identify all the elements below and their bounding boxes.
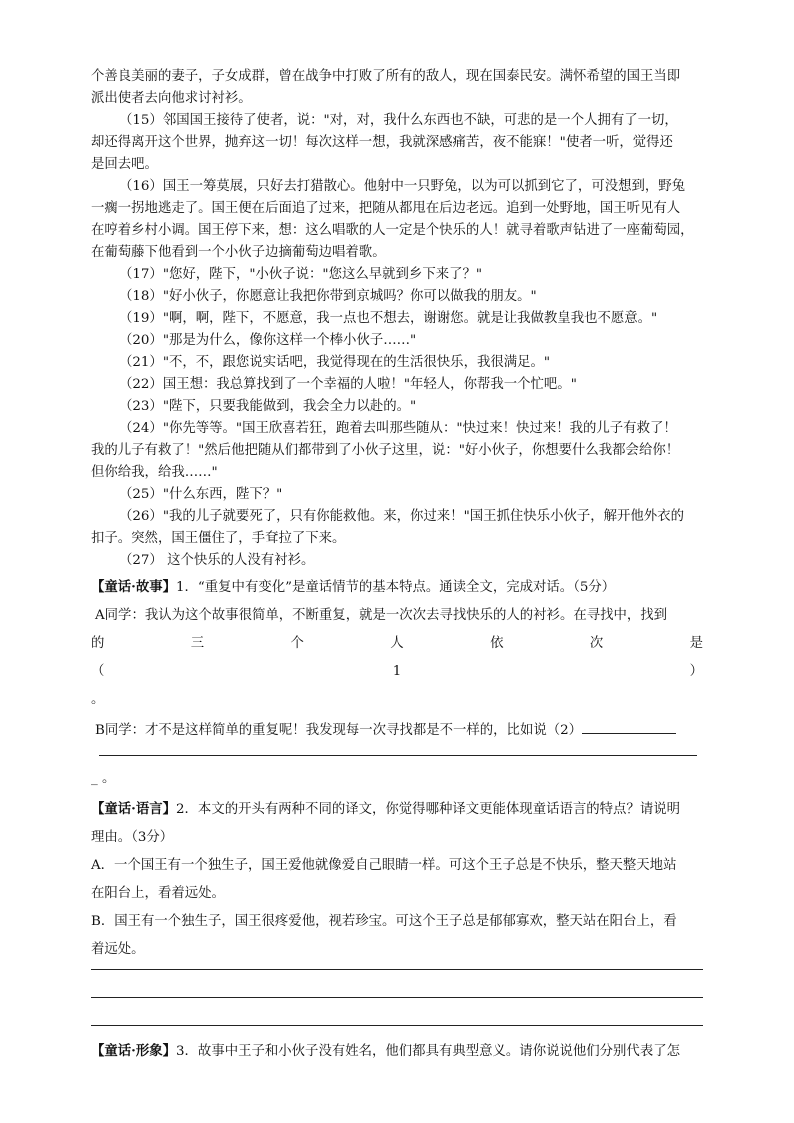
q1-spread-line bbox=[91, 633, 703, 655]
spread-word: 的 bbox=[91, 636, 105, 651]
story-paragraph-17: （17）"您好，陛下，"小伙子说："您这么早就到乡下来了？" bbox=[119, 267, 483, 282]
spread-word: 人 bbox=[390, 636, 404, 651]
q1-student-b-text: B同学：才不是这样简单的重复呢！我发现每一次寻找都是不一样的，比如说（2） bbox=[95, 723, 583, 738]
q1-answer-blank-2[interactable] bbox=[582, 719, 676, 734]
question-2 bbox=[91, 798, 703, 821]
q1-period: 。 bbox=[91, 692, 105, 707]
q1-student-b bbox=[91, 719, 703, 742]
story-paragraph-15: （15）邻国国王接待了使者，说："对，对，我什么东西也不缺，可悲的是一个人拥有了一切， bbox=[119, 113, 678, 128]
q2-answer-line[interactable] bbox=[91, 969, 703, 970]
q1-answer-line[interactable] bbox=[99, 755, 697, 756]
question-1 bbox=[91, 576, 703, 599]
story-line: 扣子。突然，国王僵住了，手耷拉了下来。 bbox=[91, 531, 346, 546]
story-paragraph-18: （18）"好小伙子，你愿意让我把你带到京城吗？你可以做我的朋友。" bbox=[119, 289, 537, 304]
paren-close: ） bbox=[689, 664, 703, 679]
q1-answer-line-wrap bbox=[91, 742, 703, 766]
story-line: 一瘸一拐地逃走了。国王便在后面追了过来，把随从都甩在后边老远。追到一处野地，国王听见有人 bbox=[91, 201, 681, 216]
question-3 bbox=[91, 1040, 711, 1063]
story-paragraph-22: （22）国王想：我总算找到了一个幸福的人啦！"年轻人，你帮我一个忙吧。" bbox=[119, 377, 577, 392]
story-line: 派出使者去向他求讨衬衫。 bbox=[91, 91, 252, 106]
spread-word: 是 bbox=[689, 636, 703, 651]
q2-option-a-cont: 在阳台上，看着远处。 bbox=[91, 886, 225, 901]
story-line: 但你给我，给我……" bbox=[91, 465, 218, 480]
q2-option-b-cont: 着远处。 bbox=[91, 942, 145, 957]
spread-word: 个 bbox=[290, 636, 304, 651]
story-paragraph-26: （26）"我的儿子就要死了，只有你能救他。来，你过来！"国王抓住快乐小伙子，解开他外衣的 bbox=[119, 509, 684, 524]
q1-end-mark: _ 。 bbox=[91, 771, 116, 786]
question-3-tag: 【童话·形象】 bbox=[91, 1043, 177, 1059]
story-line: 个善良美丽的妻子，子女成群，曾在战争中打败了所有的敌人，现在国泰民安。满怀希望的国王当即 bbox=[91, 69, 681, 84]
q1-answer-blank-1[interactable] bbox=[91, 661, 703, 683]
spread-word: 依 bbox=[490, 636, 504, 651]
story-paragraph-21: （21）"不，不，跟您说实话吧，我觉得现在的生活很快乐，我很满足。" bbox=[119, 355, 551, 370]
story-paragraph-27: （27） 这个快乐的人没有衬衫。 bbox=[119, 553, 315, 568]
paren-open: （ bbox=[91, 664, 105, 679]
spread-word: 次 bbox=[589, 636, 604, 651]
story-paragraph-20: （20）"那是为什么，像你这样一个棒小伙子……" bbox=[119, 333, 417, 348]
story-line: 我的儿子有救了！"然后他把随从们都带到了小伙子这里，说："好小伙子，你想要什么我都会给你！ bbox=[91, 443, 680, 458]
story-line: 是回去吧。 bbox=[91, 157, 158, 172]
question-1-tag: 【童话·故事】 bbox=[91, 579, 177, 595]
story-paragraph-24: （24）"你先等等。"国王欣喜若狂，跑着去叫那些随从："快过来！快过来！我的儿子有救了！ bbox=[119, 421, 677, 436]
story-paragraph-25: （25）"什么东西，陛下？" bbox=[119, 487, 283, 502]
story-paragraph-16: （16）国王一筹莫展，只好去打猎散心。他射中一只野兔，以为可以抓到它了，可没想到，野兔 bbox=[119, 179, 686, 194]
question-3-prompt: 3．故事中王子和小伙子没有姓名，他们都具有典型意义。请你说说他们分别代表了怎 bbox=[176, 1044, 680, 1059]
q2-answer-line[interactable] bbox=[91, 997, 703, 998]
question-2-prompt-cont: 理由。（3分） bbox=[91, 830, 174, 845]
story-line: 在哼着乡村小调。国王停下来，想：这么唱歌的人一定是个快乐的人！就寻着歌声钻进了一座葡萄园， bbox=[91, 223, 694, 238]
story-paragraph-19: （19）"啊，啊，陛下，不愿意，我一点也不想去，谢谢您。就是让我做教皇我也不愿意。" bbox=[119, 311, 658, 326]
blank-number: 1 bbox=[392, 664, 402, 679]
document-page bbox=[91, 66, 703, 961]
story-line: 在葡萄藤下他看到一个小伙子边摘葡萄边唱着歌。 bbox=[91, 245, 386, 260]
spread-word: 三 bbox=[190, 636, 205, 651]
q2-option-b: B．国王有一个独生子，国王很疼爱他，视若珍宝。可这个王子总是郁郁寡欢，整天站在阳台上，看 bbox=[91, 914, 677, 929]
q2-option-a: A．一个国王有一个独生子，国王爱他就像爱自己眼睛一样。可这个王子总是不快乐，整天整天地站 bbox=[91, 858, 677, 873]
q1-student-a: A同学：我认为这个故事很简单，不断重复，就是一次次去寻找快乐的人的衬衫。在寻找中，找到 bbox=[95, 608, 668, 623]
story-line: 却还得离开这个世界，抛弃这一切！每次这样一想，我就深感痛苦，夜不能寐！"使者一听，觉得还 bbox=[91, 135, 673, 150]
story-paragraph-23: （23）"陛下，只要我能做到，我会全力以赴的。" bbox=[119, 399, 417, 414]
q2-answer-line[interactable] bbox=[91, 1025, 703, 1026]
question-2-tag: 【童话·语言】 bbox=[91, 801, 177, 817]
question-2-prompt: 2．本文的开头有两种不同的译文，你觉得哪种译文更能体现童话语言的特点？请说明 bbox=[176, 802, 680, 817]
question-1-prompt: 1．“重复中有变化”是童话情节的基本特点。通读全文，完成对话。（5分） bbox=[176, 580, 616, 595]
